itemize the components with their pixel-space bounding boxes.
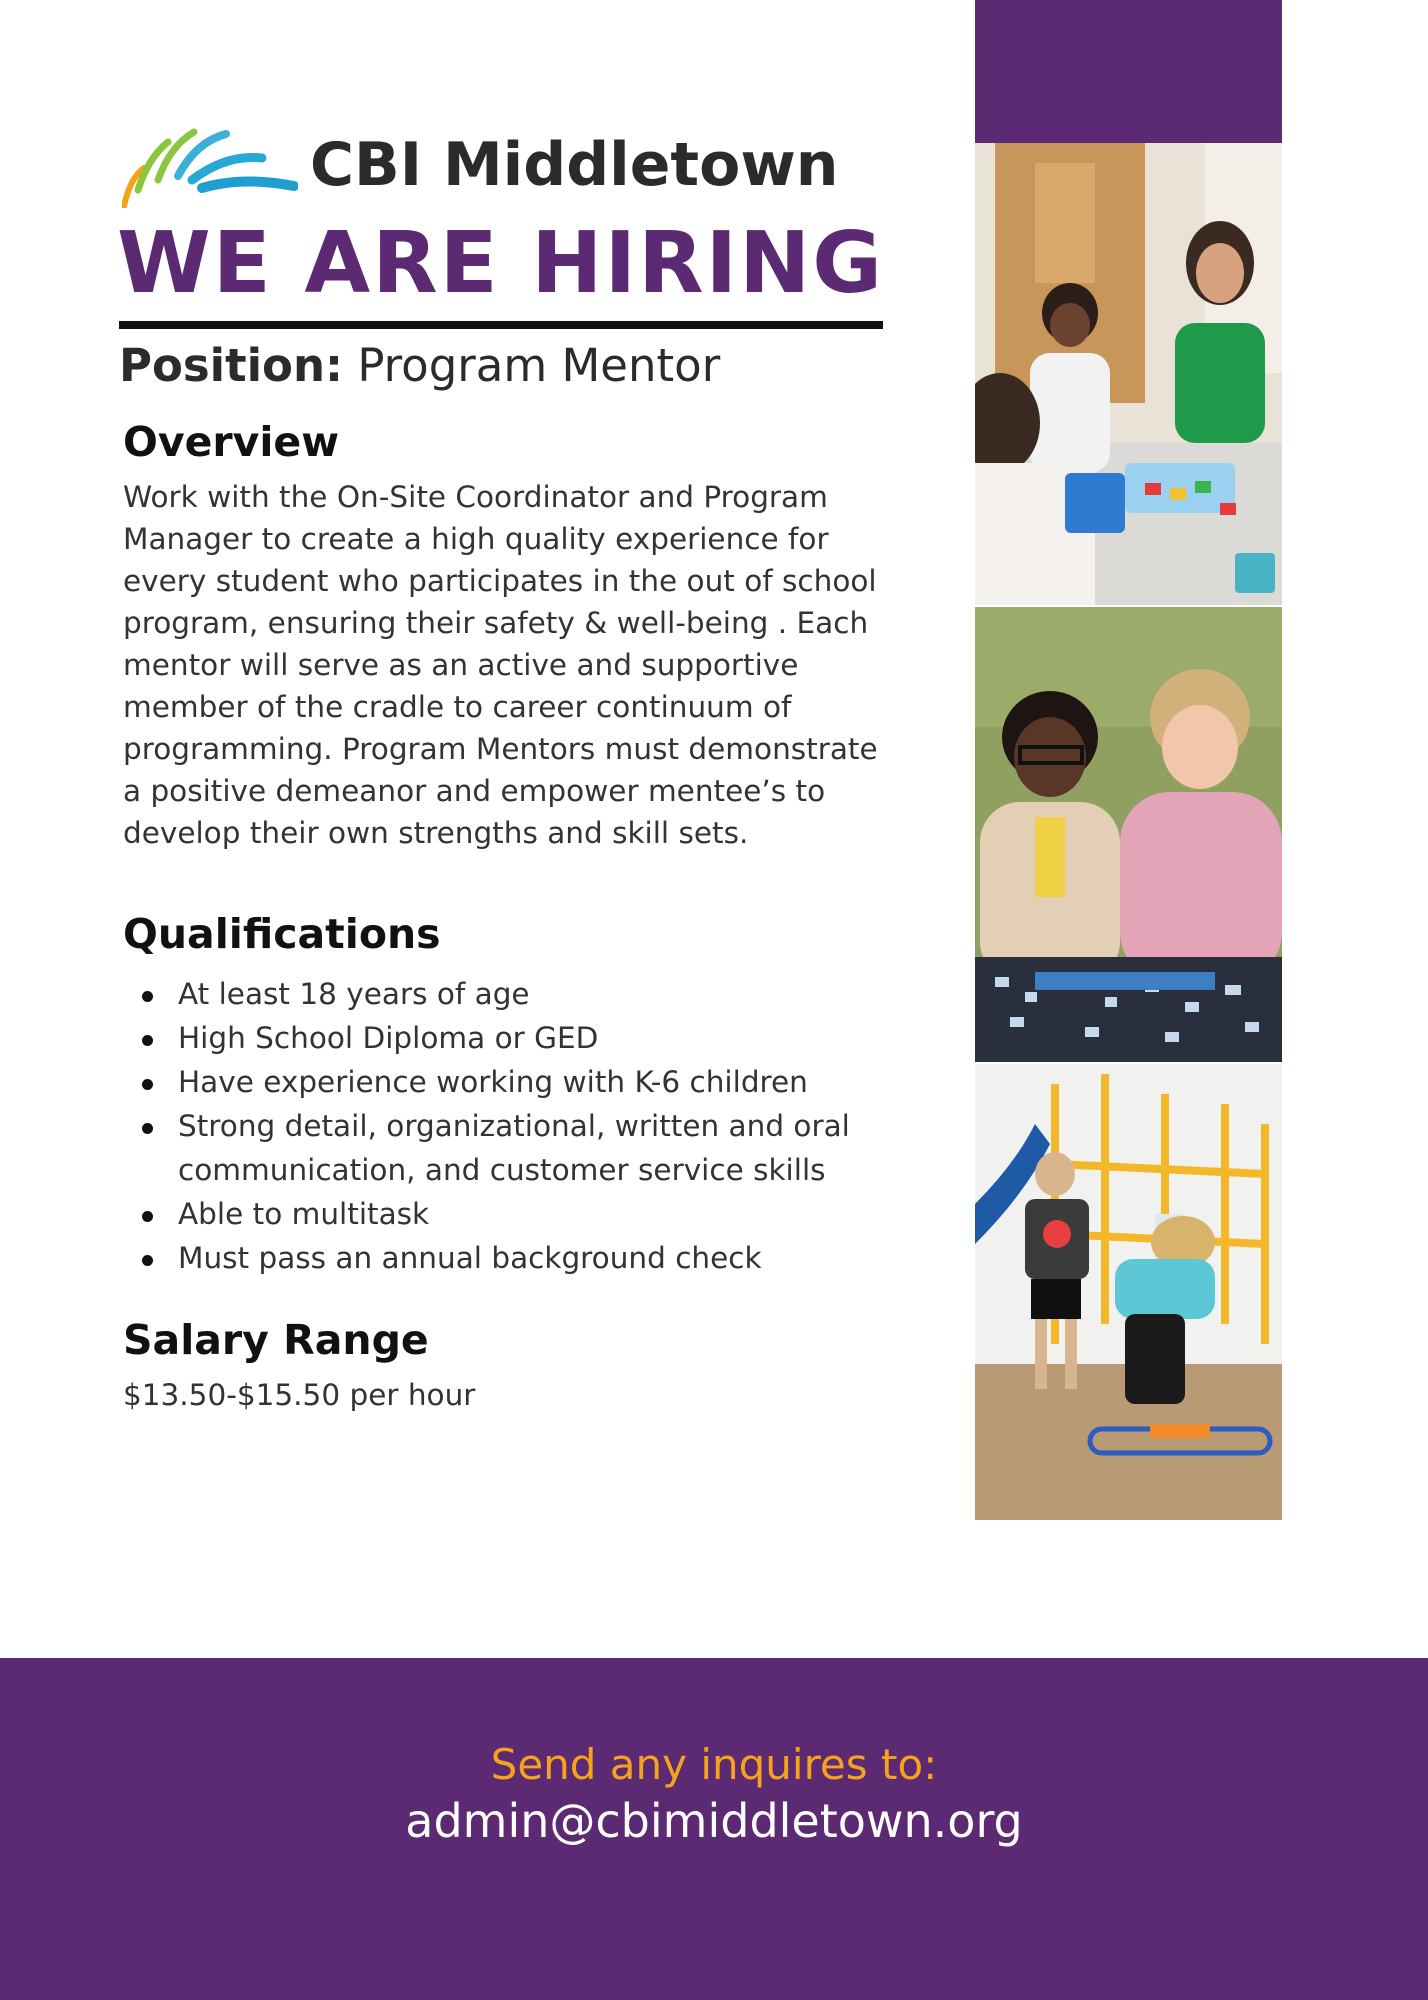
purple-accent-bar <box>975 0 1282 143</box>
page-title: WE ARE HIRING <box>117 214 885 313</box>
footer-cta: Send any inquires to: <box>490 1740 938 1789</box>
salary-heading: Salary Range <box>123 1316 429 1364</box>
overview-heading: Overview <box>123 418 340 466</box>
qualifications-heading: Qualifications <box>123 910 441 958</box>
playground-photo <box>975 1064 1282 1520</box>
org-name: CBI Middletown <box>310 130 839 200</box>
puzzle-photo <box>975 607 1282 1062</box>
position-line <box>119 339 720 392</box>
salary-text: $13.50-$15.50 per hour <box>123 1378 476 1412</box>
list-item: Able to multitask <box>140 1192 900 1236</box>
list-item: At least 18 years of age <box>140 972 900 1016</box>
overview-text: Work with the On-Site Coordinator and Program Manager to create a high quality experience for every student who participates in the out of school program, ensuring their safety & well-being . Each mentor will serve as an active and supportive member of the cradle to career continuum of programming. Program Mentors must demonstrate a positive demeanor and empower mentee’s to develop their own strengths and skill sets. <box>123 480 878 850</box>
position-value: Program Mentor <box>357 339 721 392</box>
divider <box>119 321 883 329</box>
list-item: Must pass an annual background check <box>140 1236 900 1280</box>
sunrise-logo-icon <box>122 128 298 208</box>
list-item: Have experience working with K-6 children <box>140 1060 900 1104</box>
qualifications-list <box>140 972 900 1280</box>
list-item: Strong detail, organizational, written and oral communication, and customer service skills <box>140 1104 900 1192</box>
position-label: Position: <box>119 339 343 392</box>
list-item: High School Diploma or GED <box>140 1016 900 1060</box>
classroom-photo <box>975 143 1282 605</box>
contact-email-link[interactable]: admin@cbimiddletown.org <box>405 1794 1023 1848</box>
